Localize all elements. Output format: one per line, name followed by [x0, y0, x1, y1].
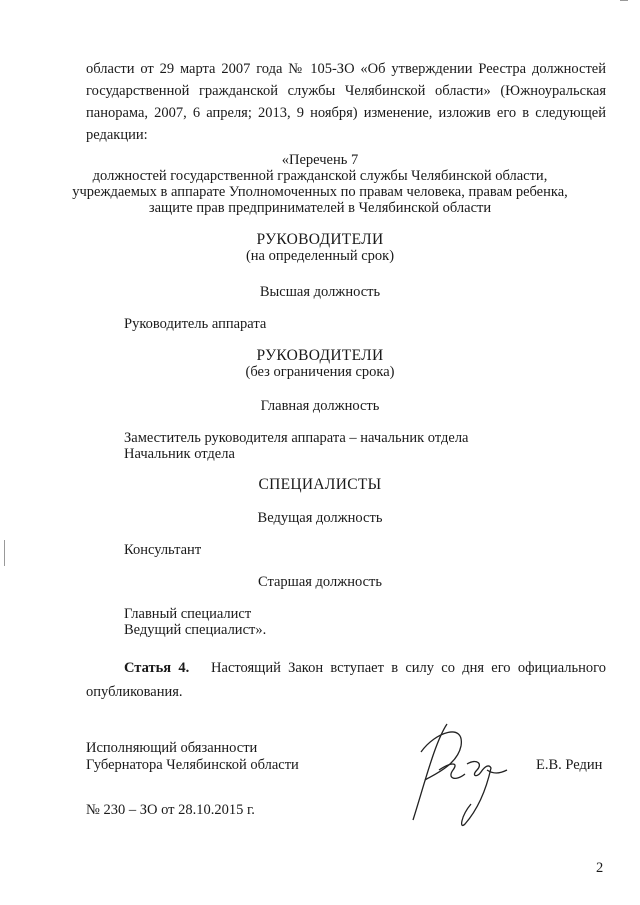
signer-title-line-2: Губернатора Челябинской области [86, 757, 299, 773]
group-main-position: Главная должность [260, 398, 380, 414]
scan-mark [4, 540, 5, 566]
page-number: 2 [596, 860, 604, 876]
scan-mark [620, 0, 628, 1]
section-heading-managers-unlimited: РУКОВОДИТЕЛИ [256, 347, 384, 364]
signer-name: Е.В. Редин [536, 757, 603, 773]
group-highest-position: Высшая должность [259, 284, 381, 300]
list-subtitle-line-1: должностей государственной гражданской службы Челябинской области, [92, 168, 548, 184]
group-leading-position: Ведущая должность [257, 510, 383, 526]
section-heading-managers-fixed: РУКОВОДИТЕЛИ [256, 231, 384, 248]
article-label: Статья 4. [124, 660, 190, 676]
section-subheading-fixed-term: (на определенный срок) [245, 248, 395, 264]
position-item: Заместитель руководителя аппарата – начальник отдела [124, 430, 469, 446]
section-heading-specialists: СПЕЦИАЛИСТЫ [258, 476, 382, 493]
position-item: Главный специалист [124, 606, 252, 622]
list-subtitle-line-2: учреждаемых в аппарате Уполномоченных по правам человека, правам ребенка, [72, 184, 568, 200]
signer-title-line-1: Исполняющий обязанности [86, 740, 258, 756]
position-item: Начальник отдела [124, 446, 235, 462]
position-item: Ведущий специалист». [124, 622, 267, 638]
list-subtitle-line-3: защите прав предпринимателей в Челябинской области [148, 200, 492, 216]
position-item: Руководитель аппарата [124, 316, 267, 332]
list-title: «Перечень 7 [281, 152, 359, 168]
intro-paragraph: области от 29 марта 2007 года № 105-ЗО «Об утверждении Реестра должностей государственной гражданской службы Челябинской области» (Южноуральская панорама, 2007, 6 апреля; 2013, 9 ноября) изменение, изложив его в следующей редакции: [86, 61, 606, 143]
article-4 [86, 656, 606, 704]
position-item: Консультант [124, 542, 202, 558]
article-text: Настоящий Закон вступает в силу со дня его официального опубликования. [86, 660, 607, 700]
section-subheading-unlimited: (без ограничения срока) [245, 364, 395, 380]
handwritten-signature [395, 712, 525, 832]
law-number: № 230 – ЗО от 28.10.2015 г. [86, 802, 255, 818]
group-senior-position: Старшая должность [257, 574, 383, 590]
